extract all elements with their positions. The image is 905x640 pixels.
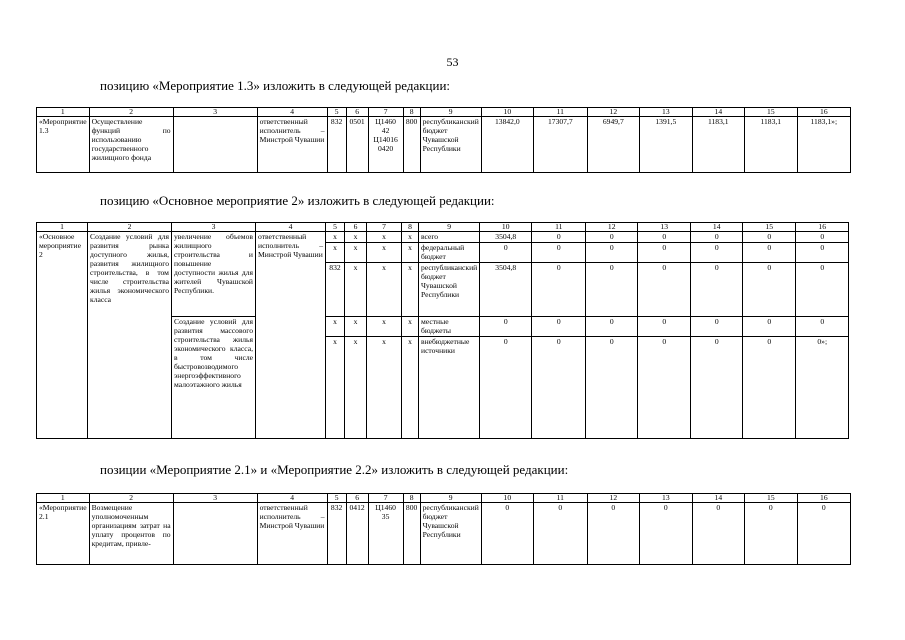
cell-value: 1183,1 (744, 117, 797, 173)
header-cell: 14 (691, 223, 743, 232)
cell-value: 0 (743, 243, 796, 263)
cell-section: x (345, 232, 367, 243)
cell-expense-type: x (402, 243, 419, 263)
cell-expense-type: 800 (403, 117, 420, 173)
cell-value: 0 (691, 243, 743, 263)
cell-value: 0 (638, 317, 691, 337)
header-cell: 8 (403, 494, 420, 503)
cell-value: 0 (586, 317, 638, 337)
header-cell: 13 (639, 108, 692, 117)
cell-source: местные бюджеты (419, 317, 480, 337)
header-cell: 8 (403, 108, 420, 117)
cell-goal: Создание условий для развития массового строительства жилья экономического класса, в том числе быстровозводимого энергоэффективного малоэтажного жилья (172, 317, 256, 439)
cell-expense-type: x (402, 317, 419, 337)
header-cell: 13 (639, 494, 692, 503)
cell-value: 0 (480, 317, 532, 337)
cell-expense-type: 800 (403, 503, 420, 565)
cell-goal (173, 117, 257, 173)
header-cell: 1 (37, 223, 88, 232)
header-cell: 4 (256, 223, 326, 232)
cell-expense-type: x (402, 337, 419, 439)
cell-value: 0 (532, 317, 586, 337)
header-cell: 2 (88, 223, 172, 232)
cell-value: 0 (796, 317, 849, 337)
cell-value: 0 (586, 263, 638, 317)
header-cell: 16 (796, 223, 849, 232)
cell-value: 3504,8 (480, 232, 532, 243)
header-cell: 15 (744, 108, 797, 117)
cell-value: 0 (796, 232, 849, 243)
cell-section: x (345, 337, 367, 439)
header-cell: 3 (172, 223, 256, 232)
header-cell: 4 (257, 108, 327, 117)
cell-target-article: Ц1460 35 (368, 503, 403, 565)
header-cell: 7 (368, 108, 403, 117)
cell-value: 0 (691, 337, 743, 439)
cell-value: 0 (691, 263, 743, 317)
cell-goal (173, 503, 257, 565)
cell-section: x (345, 243, 367, 263)
header-cell: 9 (419, 223, 480, 232)
cell-value: 0 (743, 337, 796, 439)
section2-table (36, 222, 849, 439)
header-cell: 1 (37, 108, 90, 117)
cell-target-article: x (367, 337, 402, 439)
cell-value: 0 (480, 337, 532, 439)
header-cell: 14 (692, 494, 744, 503)
cell-value: 0 (533, 503, 587, 565)
header-cell: 6 (345, 223, 367, 232)
header-cell: 16 (797, 494, 850, 503)
header-cell: 9 (420, 494, 481, 503)
cell-section: 0412 (346, 503, 368, 565)
section1-heading: позицию «Мероприятие 1.3» изложить в следующей редакции: (100, 78, 451, 93)
cell-value: 0 (532, 263, 586, 317)
cell-grbs: 832 (326, 263, 345, 317)
cell-activity: «Мероприятие 1.3 (37, 117, 90, 173)
header-cell: 10 (481, 108, 533, 117)
cell-executor: ответственный исполнитель – Минстрой Чувашии (257, 117, 327, 173)
cell-activity: «Мероприятие 2.1 (37, 503, 90, 565)
cell-value: 0 (638, 232, 691, 243)
cell-goal: увеличение объемов жилищного строительства и повышение доступности жилья для жителей Чувашской Республики. (172, 232, 256, 317)
cell-value: 6949,7 (587, 117, 639, 173)
cell-value: 0 (532, 243, 586, 263)
section1-table (36, 107, 851, 173)
cell-value: 1391,5 (639, 117, 692, 173)
header-cell: 12 (586, 223, 638, 232)
cell-value: 17307,7 (533, 117, 587, 173)
cell-target-article: x (367, 243, 402, 263)
section3-heading: позиции «Мероприятие 2.1» и «Мероприятие 2.2» изложить в следующей редакции: (100, 462, 569, 477)
cell-target-article: x (367, 263, 402, 317)
header-cell: 5 (327, 494, 346, 503)
cell-source: федеральный бюджет (419, 243, 480, 263)
cell-value: 0 (743, 263, 796, 317)
cell-executor: ответственный исполнитель – Минстрой Чувашии (257, 503, 327, 565)
cell-target-article: x (367, 232, 402, 243)
header-cell: 11 (532, 223, 586, 232)
cell-value: 1183,1»; (797, 117, 850, 173)
cell-value: 0 (743, 232, 796, 243)
section2-heading: позицию «Основное мероприятие 2» изложить в следующей редакции: (100, 193, 495, 208)
cell-value: 0 (480, 243, 532, 263)
header-cell: 12 (587, 108, 639, 117)
header-cell: 14 (692, 108, 744, 117)
header-cell: 10 (481, 494, 533, 503)
header-cell: 6 (346, 494, 368, 503)
cell-source: всего (419, 232, 480, 243)
cell-value: 0 (691, 232, 743, 243)
header-cell: 5 (327, 108, 346, 117)
header-cell: 12 (587, 494, 639, 503)
header-cell: 3 (173, 494, 257, 503)
cell-source: республиканский бюджет Чувашской Республики (419, 263, 480, 317)
cell-value: 0 (639, 503, 692, 565)
cell-expense-type: x (402, 232, 419, 243)
cell-value: 13842,0 (481, 117, 533, 173)
header-cell: 15 (743, 223, 796, 232)
cell-source: республиканский бюджет Чувашской Республики (420, 117, 481, 173)
cell-value: 3504,8 (480, 263, 532, 317)
cell-section: 0501 (346, 117, 368, 173)
table-row (37, 232, 849, 243)
cell-value: 0 (638, 337, 691, 439)
cell-value: 0 (532, 337, 586, 439)
header-cell: 2 (89, 108, 173, 117)
cell-value: 0 (638, 243, 691, 263)
cell-grbs: 832 (327, 503, 346, 565)
cell-grbs: x (326, 232, 345, 243)
cell-description: Осуществление функций по использованию государственного жилищного фонда (89, 117, 173, 173)
header-cell: 2 (89, 494, 173, 503)
cell-target-article: Ц1460 42 Ц14016 0420 (368, 117, 403, 173)
cell-section: x (345, 263, 367, 317)
cell-value: 0 (743, 317, 796, 337)
cell-grbs: 832 (327, 117, 346, 173)
table-header-row (37, 108, 851, 117)
cell-value: 0 (638, 263, 691, 317)
table-header-row (37, 223, 849, 232)
cell-value: 0 (532, 232, 586, 243)
header-cell: 5 (326, 223, 345, 232)
cell-source: внебюджетные источники (419, 337, 480, 439)
header-cell: 10 (480, 223, 532, 232)
cell-value: 0 (692, 503, 744, 565)
cell-activity: «Основное мероприятие 2 (37, 232, 88, 439)
cell-target-article: x (367, 317, 402, 337)
cell-value: 0 (481, 503, 533, 565)
cell-grbs: x (326, 337, 345, 439)
header-cell: 3 (173, 108, 257, 117)
cell-value: 0 (587, 503, 639, 565)
cell-value: 0 (586, 243, 638, 263)
cell-value: 0 (796, 263, 849, 317)
cell-executor: ответственный исполнитель – Минстрой Чувашии (256, 232, 326, 439)
cell-value: 1183,1 (692, 117, 744, 173)
header-cell: 7 (367, 223, 402, 232)
header-cell: 6 (346, 108, 368, 117)
header-cell: 15 (744, 494, 797, 503)
header-cell: 1 (37, 494, 90, 503)
cell-description: Создание условий для развития рынка доступного жилья, развития жилищного строительства, в том числе строительства жилья экономического класса (88, 232, 172, 439)
table-header-row (37, 494, 851, 503)
cell-section: x (345, 317, 367, 337)
cell-value: 0 (797, 503, 850, 565)
header-cell: 4 (257, 494, 327, 503)
cell-value: 0 (586, 337, 638, 439)
cell-expense-type: x (402, 263, 419, 317)
page-number: 53 (446, 55, 459, 69)
cell-value: 0 (796, 243, 849, 263)
header-cell: 16 (797, 108, 850, 117)
cell-source: республиканский бюджет Чувашской Республики (420, 503, 481, 565)
cell-grbs: x (326, 243, 345, 263)
table-row (37, 503, 851, 565)
cell-value: 0 (744, 503, 797, 565)
cell-grbs: x (326, 317, 345, 337)
header-cell: 8 (402, 223, 419, 232)
section3-table (36, 493, 851, 565)
table-row (37, 117, 851, 173)
header-cell: 7 (368, 494, 403, 503)
header-cell: 11 (533, 494, 587, 503)
header-cell: 9 (420, 108, 481, 117)
cell-value: 0 (691, 317, 743, 337)
header-cell: 11 (533, 108, 587, 117)
cell-description: Возмещение уполномоченным организациям затрат на уплату процентов по кредитам, привле- (89, 503, 173, 565)
cell-value: 0»; (796, 337, 849, 439)
cell-value: 0 (586, 232, 638, 243)
header-cell: 13 (638, 223, 691, 232)
